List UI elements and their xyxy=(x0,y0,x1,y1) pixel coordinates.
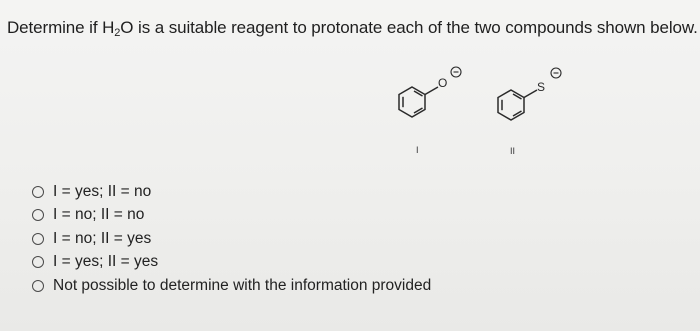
structures-drawing xyxy=(390,60,590,160)
choice-label-4: I = yes; II = yes xyxy=(53,253,159,271)
compound-2-sulfur: S xyxy=(537,80,546,94)
compound-1-structure xyxy=(399,87,438,117)
radio-button-4[interactable] xyxy=(32,256,44,268)
compound-1-oxygen: O xyxy=(438,76,448,90)
question-suffix: O is a suitable reagent to protonate each of the two compounds shown below. xyxy=(120,18,698,37)
choice-option-2[interactable] xyxy=(32,204,431,228)
radio-button-3[interactable] xyxy=(32,233,44,245)
answer-choices xyxy=(32,180,431,298)
radio-button-1[interactable] xyxy=(32,186,44,198)
choice-option-4[interactable] xyxy=(32,251,431,275)
question-text xyxy=(7,18,698,38)
compound-2-structure xyxy=(498,90,537,120)
choice-option-1[interactable] xyxy=(32,180,431,204)
choice-option-3[interactable] xyxy=(32,227,431,251)
choice-label-1: I = yes; II = no xyxy=(53,182,152,200)
compound-2-c-s-bond xyxy=(524,90,537,98)
question-subscript: 2 xyxy=(114,27,121,39)
radio-button-2[interactable] xyxy=(32,209,44,221)
compound-1-label: I xyxy=(416,145,419,155)
choice-label-3: I = no; II = yes xyxy=(53,229,152,247)
choice-label-5: Not possible to determine with the information provided xyxy=(53,276,432,294)
question-prefix: Determine if H xyxy=(7,18,115,37)
choice-option-5[interactable] xyxy=(32,274,431,298)
compound-2-label: II xyxy=(510,146,516,156)
radio-button-5[interactable] xyxy=(32,280,44,292)
compound-1-c-o-bond xyxy=(425,87,438,95)
choice-label-2: I = no; II = no xyxy=(53,206,145,224)
compound-structures xyxy=(390,60,590,160)
